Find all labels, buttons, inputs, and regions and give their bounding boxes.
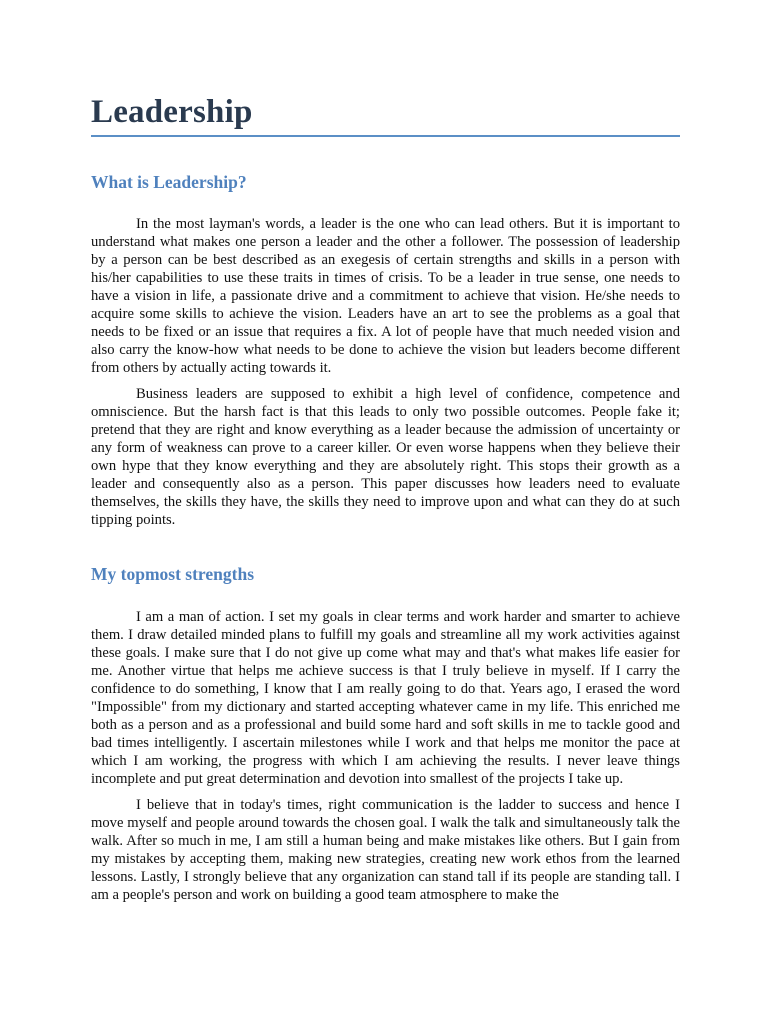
paragraph-man-of-action: I am a man of action. I set my goals in clear terms and work harder and smarter to achieve them. I draw detailed minded plans to fulfill my goals and streamline all my work activities against these goals. I make sure that I do not give up come what may and that's what makes life easier for me. Another virtue that helps me achieve success is that I truly believe in myself. If I carry the confidence to do something, I know that I am really going to do that. Years ago, I erased the word "Impossible" from my dictionary and started accepting whatever came in my life. This enriched me both as a person and as a professional and build some hard and soft skills in me to tackle good and bad times intelligently. I ascertain milestones while I work and that helps me monitor the pace at which I am working, the progress with which I am achieving the results. I never leave things incomplete and put great determination and devotion into smallest of the projects I take up.	[91, 609, 680, 787]
title-underline-rule	[91, 135, 680, 137]
document-page	[91, 92, 680, 904]
paragraph-business-leaders: Business leaders are supposed to exhibit a high level of confidence, competence and omniscience. But the harsh fact is that this leads to only two possible outcomes. People fake it; pretend that they are right and know everything as a leader because the admission of uncertainty or any form of weakness can prove to a career killer. Or even worse happens when they believe their own hype that they know everything and they are absolutely right. This stops their growth as a leader and consequently also as a person. This paper discusses how leaders need to evaluate themselves, the skills they have, the skills they need to improve upon and what can they do at such tipping points.	[91, 386, 680, 528]
section-heading-what-is-leadership: What is Leadership?	[91, 172, 247, 192]
section-heading-topmost-strengths: My topmost strengths	[91, 564, 255, 584]
paragraph-leader-definition: In the most layman's words, a leader is the one who can lead others. But it is important to understand what makes one person a leader and the other a follower. The possession of leadership by a person can be best described as an exegesis of certain strengths and skills in a person with his/her capabilities to use these traits in times of crisis. To be a leader in true sense, one needs to have a vision in life, a passionate drive and a commitment to achieve that vision. He/she needs to acquire some skills to achieve the vision. Leaders have an art to see the problems as a goal that needs to be fixed or an issue that requires a fix. A lot of people have that much needed vision and also carry the know-how what needs to be done to achieve the vision but leaders become different from others by actually acting towards it.	[91, 216, 680, 376]
paragraph-communication: I believe that in today's times, right communication is the ladder to success and hence I move myself and people around towards the chosen goal. I walk the talk and simultaneously talk the walk. After so much in me, I am still a human being and make mistakes like others. But I gain from my mistakes by accepting them, making new strategies, creating new work ethos from the learned lessons. Lastly, I strongly believe that any organization can stand tall if its people are standing tall. I am a people's person and work on building a good team atmosphere to make the	[91, 797, 680, 903]
document-title: Leadership	[91, 94, 253, 130]
